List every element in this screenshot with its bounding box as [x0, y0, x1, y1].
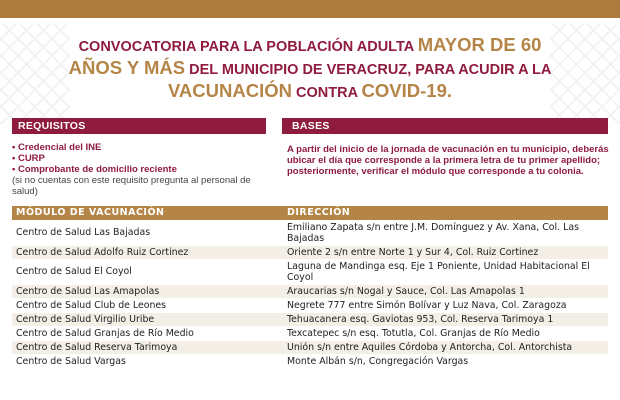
headline-highlight: COVID-19. — [361, 79, 453, 101]
table-row — [12, 298, 608, 312]
module-name: Centro de Salud El Coyol — [16, 266, 132, 277]
bases-text: A partir del inicio de la jornada de vacunación en tu municipio, deberás ubicar el día que corresponde a la primera letra de tu primer apellido; posteriormente, verificar el módulo que corresponde a tu colonia. — [287, 144, 609, 178]
requisito-item: • Comprobante de domicilio reciente — [12, 164, 177, 175]
table-row — [12, 220, 608, 245]
headline-highlight: AÑOS Y MÁS — [68, 56, 186, 78]
requisito-item: • Credencial del INE — [12, 142, 102, 153]
requisitos-list — [12, 142, 270, 197]
headline-text: DEL MUNICIPIO DE VERACRUZ, PARA ACUDIR A LA — [185, 61, 552, 78]
table-row — [12, 312, 608, 326]
headline-text: CONVOCATORIA PARA LA POBLACIÓN ADULTA — [78, 39, 418, 55]
table-header-row — [12, 206, 608, 220]
headline-text: CONTRA — [292, 84, 362, 101]
announcement-headline — [18, 34, 602, 103]
table-row — [12, 354, 608, 368]
module-address: Texcatepec s/n esq. Totutla, Col. Granjas de Río Medio — [287, 327, 540, 339]
module-name: Centro de Salud Reserva Tarimoya — [12, 340, 283, 354]
top-banner-divider — [0, 18, 620, 20]
module-address: Negrete 777 entre Simón Bolívar y Luz Nava, Col. Zaragoza — [287, 299, 567, 311]
module-name: Centro de Salud Virgilio Uribe — [12, 312, 283, 326]
module-address: Oriente 2 s/n entre Norte 1 y Sur 4, Col. Ruiz Cortinez — [283, 245, 608, 259]
headline-highlight: MAYOR DE 60 — [417, 34, 542, 55]
module-address: Tehuacanera esq. Gaviotas 953, Col. Reserva Tarimoya 1 — [283, 312, 608, 326]
top-banner-bar — [0, 0, 620, 18]
table-row — [12, 259, 608, 284]
table-row — [12, 245, 608, 259]
module-address: Laguna de Mandinga esq. Eje 1 Poniente, Unidad Habitacional El Coyol — [287, 260, 590, 283]
module-name: Centro de Salud Club de Leones — [16, 299, 167, 311]
column-header-module: MÓDULO DE VACUNACIÓN — [12, 206, 283, 220]
headline-highlight: VACUNACIÓN — [167, 79, 292, 101]
bases-heading: BASES — [282, 118, 608, 134]
vaccination-modules-table — [12, 206, 608, 369]
module-name: Centro de Salud Las Bajadas — [16, 227, 151, 238]
requisito-item: • CURP — [12, 153, 45, 164]
module-name: Centro de Salud Las Amapolas — [12, 284, 283, 298]
requisitos-heading: REQUISITOS — [12, 118, 266, 134]
module-name: Centro de Salud Adolfo Ruiz Cortinez — [12, 245, 283, 259]
module-address: Monte Albán s/n, Congregación Vargas — [287, 355, 469, 367]
module-address: Unión s/n entre Aquiles Córdoba y Antorcha, Col. Antorchista — [283, 340, 608, 354]
module-name: Centro de Salud Vargas — [16, 355, 126, 367]
column-header-address: DIRECCIÓN — [283, 206, 608, 220]
module-address: Araucarias s/n Nogal y Sauce, Col. Las Amapolas 1 — [283, 284, 608, 298]
table-row — [12, 326, 608, 340]
requisito-note: (si no cuentas con este requisito pregunta al personal de salud) — [12, 175, 251, 197]
table-row — [12, 340, 608, 354]
module-name: Centro de Salud Granjas de Río Medio — [16, 327, 194, 339]
table-row — [12, 284, 608, 298]
module-address: Emiliano Zapata s/n entre J.M. Domínguez y Av. Xana, Col. Las Bajadas — [287, 221, 579, 244]
